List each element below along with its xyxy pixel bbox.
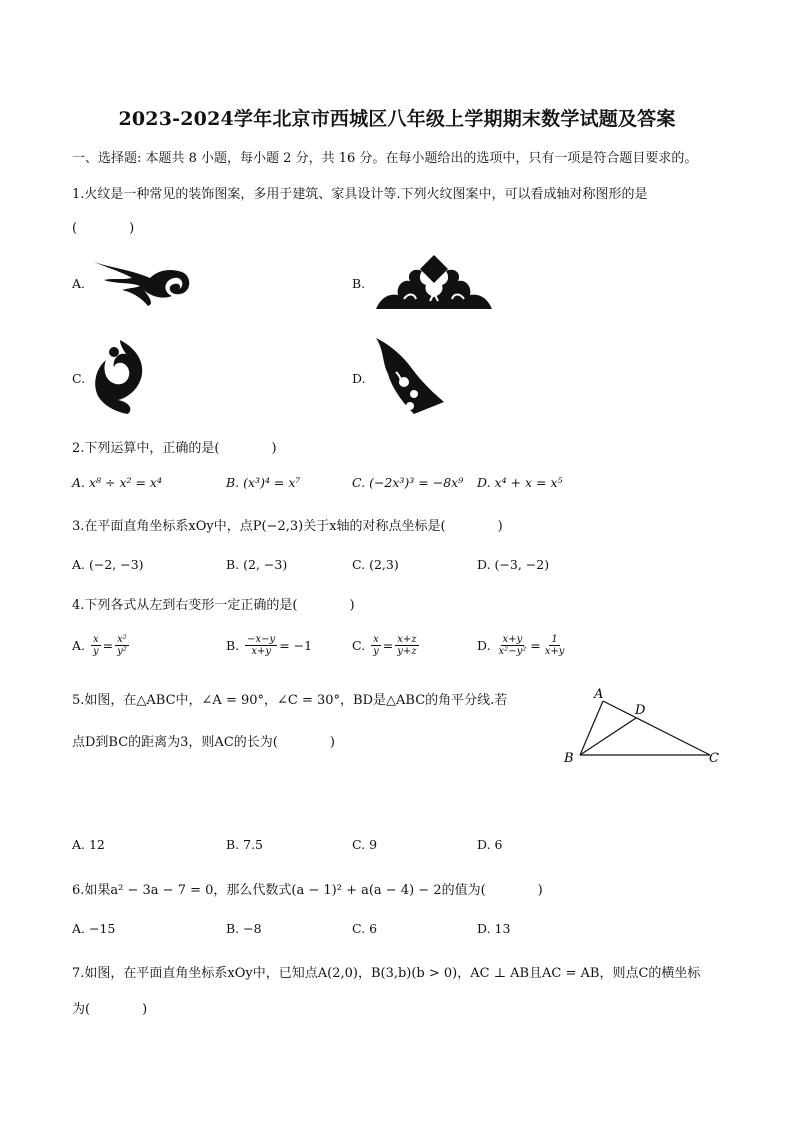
fire-pattern-d-image [374,336,446,418]
q4-stem: 4.下列各式从左到右变形一定正确的是( ) [72,598,355,613]
q2-option-c[interactable]: C. (−2x³)³ = −8x⁹ [352,475,464,490]
denominator: y [373,646,379,657]
q2-option-d[interactable]: D. x⁴ + x = x⁵ [477,475,563,490]
fraction [245,634,277,657]
q4-option-b[interactable] [226,634,312,657]
q3-option-b[interactable]: B. (2, −3) [226,557,288,572]
equals-sign: = [102,638,114,653]
fraction [395,634,418,657]
q3-option-d[interactable]: D. (−3, −2) [477,557,550,572]
fire-pattern-c-image [92,338,150,416]
numerator: x [93,634,99,645]
vertex-label-b: B [564,751,574,766]
q7-stem-line2: 为( ) [72,1002,148,1017]
q4-option-c-label: C. [352,638,366,653]
q5-option-a[interactable]: A. 12 [72,837,105,852]
numerator: x+z [397,634,417,645]
side-ac [603,701,710,755]
q6-option-d[interactable]: D. 13 [477,921,511,936]
q5-stem-line2: 点D到BC的距离为3，则AC的长为( ) [72,735,335,750]
q6-option-b[interactable]: B. −8 [226,921,262,936]
fraction [371,634,381,657]
denominator: x+y [251,646,272,657]
fire-pattern-a-image [92,258,194,308]
fraction [91,634,101,657]
triangle-abc-diagram [560,684,730,768]
q4-option-a-label: A. [72,638,86,653]
denominator: x+y [544,646,565,657]
equals-sign: = [382,638,394,653]
point-label-d: D [635,703,646,718]
rhs-value: = −1 [279,638,313,653]
page-title: 2023-2024学年北京市西城区八年级上学期期末数学试题及答案 [118,108,676,130]
section-heading: 一、选择题: 本题共 8 小题，每小题 2 分，共 16 分。在每小题给出的选项中，只有一项是符合题目要求的。 [72,151,698,166]
vertex-label-a: A [594,687,604,702]
q1-option-d-label: D. [352,371,366,386]
numerator: 1 [551,634,558,645]
q5-option-b[interactable]: B. 7.5 [226,837,264,852]
numerator: x [373,634,379,645]
q6-option-c[interactable]: C. 6 [352,921,378,936]
q5-option-d[interactable]: D. 6 [477,837,503,852]
q3-option-c[interactable]: C. (2,3) [352,557,399,572]
denominator: y² [117,646,127,657]
q2-option-a[interactable]: A. x⁸ ÷ x² = x⁴ [72,475,162,490]
q1-stem: 1.火纹是一种常见的装饰图案，多用于建筑、家具设计等.下列火纹图案中，可以看成轴对称图形的是 [72,187,648,202]
denominator: y [93,646,99,657]
q1-option-b-label: B. [352,276,366,291]
q6-stem: 6.如果a² − 3a − 7 = 0，那么代数式(a − 1)² + a(a − 4) − 2的值为( ) [72,883,543,898]
q1-option-c-label: C. [72,371,86,386]
q2-option-b[interactable]: B. (x³)⁴ = x⁷ [226,475,301,490]
q4-option-b-label: B. [226,638,240,653]
q4-option-a[interactable] [72,634,131,657]
q5-stem-line1: 5.如图，在△ABC中，∠A = 90°，∠C = 30°，BD是△ABC的角平分线.若 [72,693,508,708]
denominator: y+z [397,646,417,657]
numerator: x+y [502,634,523,645]
q2-stem: 2.下列运算中，正确的是( ) [72,441,277,456]
q3-stem: 3.在平面直角坐标系xOy中，点P(−2,3)关于x轴的对称点坐标是( ) [72,519,503,534]
q4-option-d[interactable] [477,634,568,657]
fire-pattern-b-image [374,253,494,311]
q6-option-a[interactable]: A. −15 [72,921,116,936]
q7-stem-line1: 7.如图，在平面直角坐标系xOy中，已知点A(2,0)，B(3,b)(b > 0)，AC ⊥ AB且AC = AB，则点C的横坐标 [72,966,701,981]
vertex-label-c: C [709,751,719,766]
numerator: −x−y [247,634,276,645]
q1-paren: ( ) [72,221,135,236]
equals-sign: = [530,638,541,653]
numerator: x² [117,634,127,645]
q5-option-c[interactable]: C. 9 [352,837,378,852]
fraction [115,634,129,657]
fraction [497,634,529,657]
q4-option-d-label: D. [477,638,491,653]
denominator: x²−y² [498,646,527,657]
q3-option-a[interactable]: A. (−2, −3) [72,557,144,572]
q1-option-a-label: A. [72,276,86,291]
fraction [543,634,567,657]
q4-option-c[interactable] [352,634,421,657]
